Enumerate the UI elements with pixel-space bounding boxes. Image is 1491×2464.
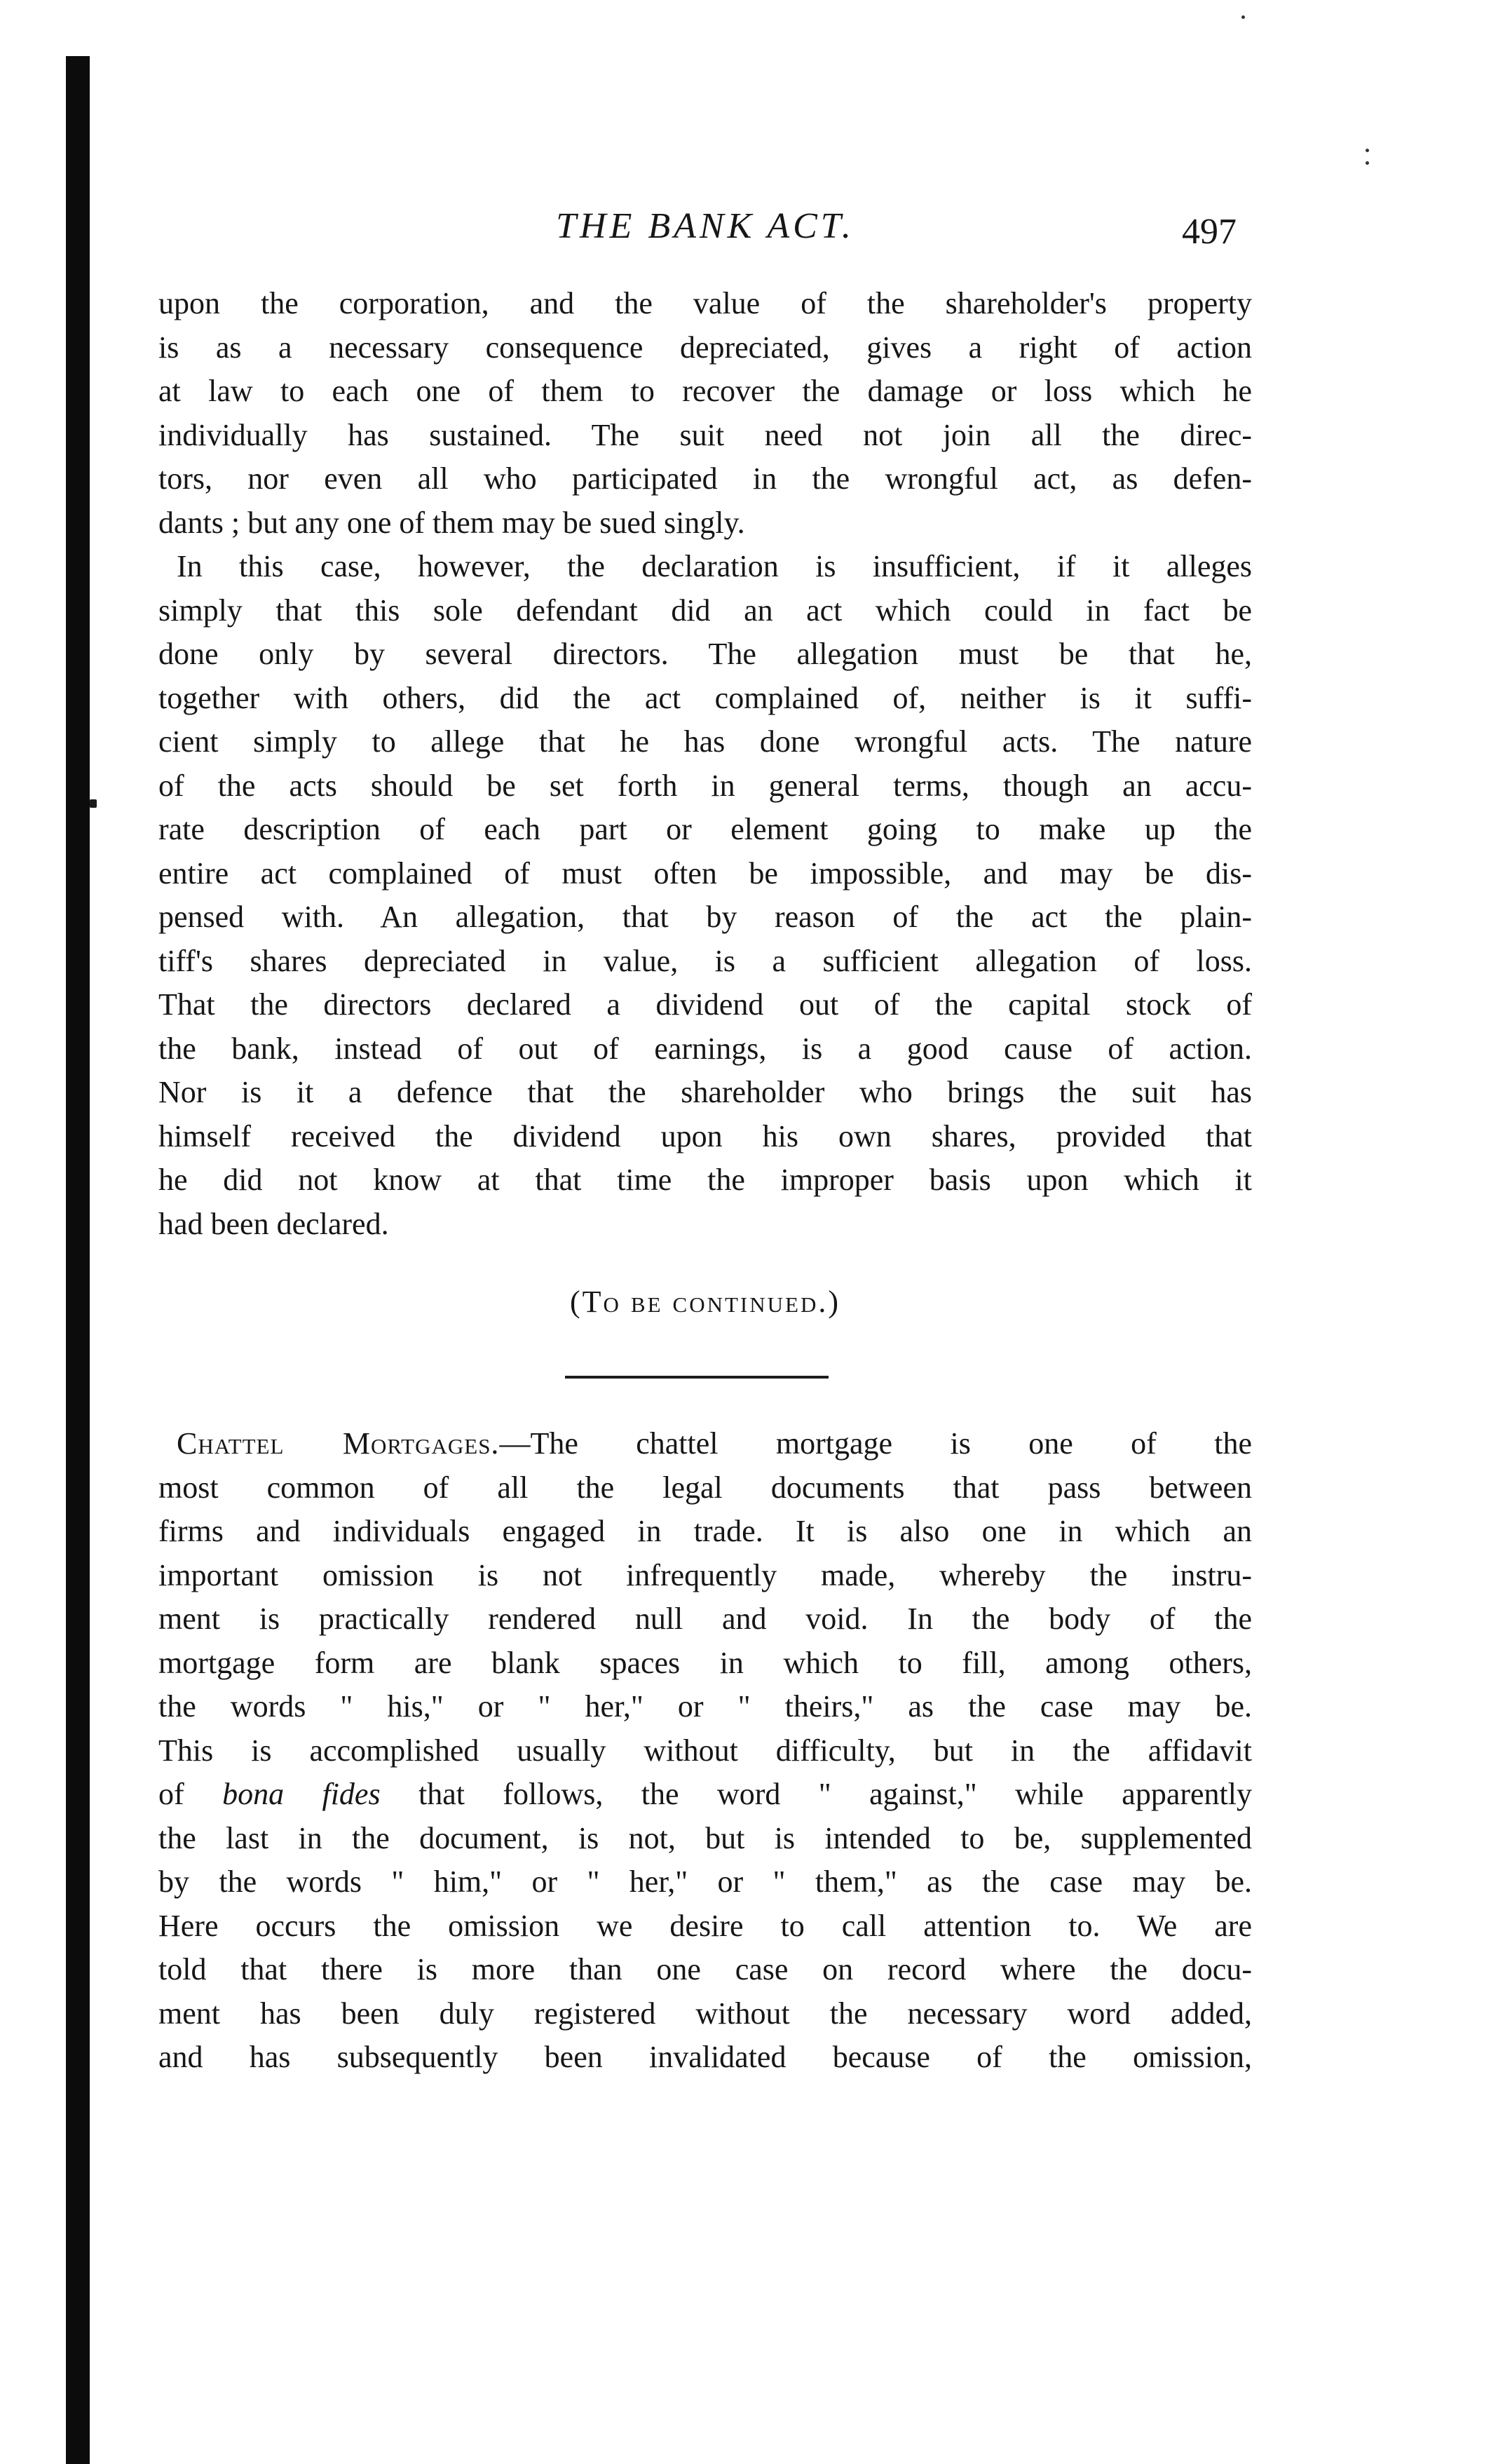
text-line: individually has sustained. The suit need not join all the direc- xyxy=(158,417,1252,452)
chattel-mortgages-text xyxy=(158,1422,1252,2080)
section-divider xyxy=(565,1376,829,1379)
italic-phrase: bona fides xyxy=(222,1777,381,1811)
text-fragment: that follows, the word " against," while apparently xyxy=(380,1777,1252,1811)
text-line: In this case, however, the declaration is insufficient, if it alleges xyxy=(177,549,1252,583)
text-line: ment has been duly registered without the necessary word added, xyxy=(158,1996,1252,2031)
text-line: had been declared. xyxy=(158,1206,389,1241)
text-line: the words " his," or " her," or " theirs," as the case may be. xyxy=(158,1689,1252,1724)
text-line: is as a necessary consequence depreciated, gives a right of action xyxy=(158,330,1252,365)
text-line: simply that this sole defendant did an act which could in fact be xyxy=(158,593,1252,628)
binding-mark xyxy=(90,799,97,808)
text-line: important omission is not infrequently made, whereby the instru- xyxy=(158,1557,1252,1592)
text-line xyxy=(158,1422,1252,1466)
edge-speck xyxy=(1366,149,1369,152)
text-line: tiff's shares depreciated in value, is a sufficient allegation of loss. xyxy=(158,943,1252,978)
text-line: upon the corporation, and the value of the shareholder's property xyxy=(158,286,1252,320)
edge-speck xyxy=(1241,15,1245,19)
running-title: THE BANK ACT. xyxy=(556,206,855,246)
text-line: himself received the dividend upon his own shares, provided that xyxy=(158,1118,1252,1153)
text-line: pensed with. An allegation, that by reason of the act the plain- xyxy=(158,900,1252,934)
text-line: and has subsequently been invalidated because of the omission, xyxy=(158,2040,1252,2074)
text-line: ment is practically rendered null and void. In the body of the xyxy=(158,1602,1252,1636)
text-line xyxy=(158,1773,1252,1817)
bank-act-text xyxy=(158,282,1252,1246)
text-line: at law to each one of them to recover the damage or loss which he xyxy=(158,374,1252,408)
text-line: together with others, did the act complained of, neither is it suffi- xyxy=(158,680,1252,715)
text-line: firms and individuals engaged in trade. It is also one in which an xyxy=(158,1514,1252,1548)
text-line: he did not know at that time the improper basis upon which it xyxy=(158,1163,1252,1197)
edge-speck xyxy=(1366,161,1369,165)
text-line: Here occurs the omission we desire to call attention to. We are xyxy=(158,1908,1252,1943)
text-line: dants ; but any one of them may be sued singly. xyxy=(158,505,745,540)
text-line: most common of all the legal documents that pass between xyxy=(158,1470,1252,1505)
text-line: rate description of each part or element going to make up the xyxy=(158,812,1252,846)
text-fragment: —The chattel mortgage is one of the xyxy=(499,1426,1252,1461)
text-line: cient simply to allege that he has done wrongful acts. The nature xyxy=(158,724,1252,759)
text-line: entire act complained of must often be impossible, and may be dis- xyxy=(158,855,1252,891)
page-header xyxy=(158,205,1252,254)
text-line: done only by several directors. The allegation must be that he, xyxy=(158,637,1252,671)
section-heading: Chattel Mortgages. xyxy=(177,1426,500,1461)
text-line: the bank, instead of out of earnings, is a good cause of action. xyxy=(158,1031,1252,1066)
text-line: the last in the document, is not, but is intended to be, supplemented xyxy=(158,1820,1252,1855)
text-line: of the acts should be set forth in general terms, though an accu- xyxy=(158,768,1252,803)
to-be-continued-note: (To be continued.) xyxy=(570,1285,840,1319)
text-line: Nor is it a defence that the shareholder who brings the suit has xyxy=(158,1075,1252,1109)
binding-edge-shadow xyxy=(66,56,90,2464)
text-line: That the directors declared a dividend out of the capital stock of xyxy=(158,987,1252,1022)
text-line: by the words " him," or " her," or " them," as the case may be. xyxy=(158,1864,1252,1899)
text-line: told that there is more than one case on record where the docu- xyxy=(158,1952,1252,1986)
text-line: This is accomplished usually without difficulty, but in the affidavit xyxy=(158,1733,1252,1768)
page-number: 497 xyxy=(1182,212,1237,252)
text-line: mortgage form are blank spaces in which to fill, among others, xyxy=(158,1645,1252,1680)
text-fragment: of xyxy=(158,1777,223,1811)
text-line: tors, nor even all who participated in the wrongful act, as defen- xyxy=(158,461,1252,496)
